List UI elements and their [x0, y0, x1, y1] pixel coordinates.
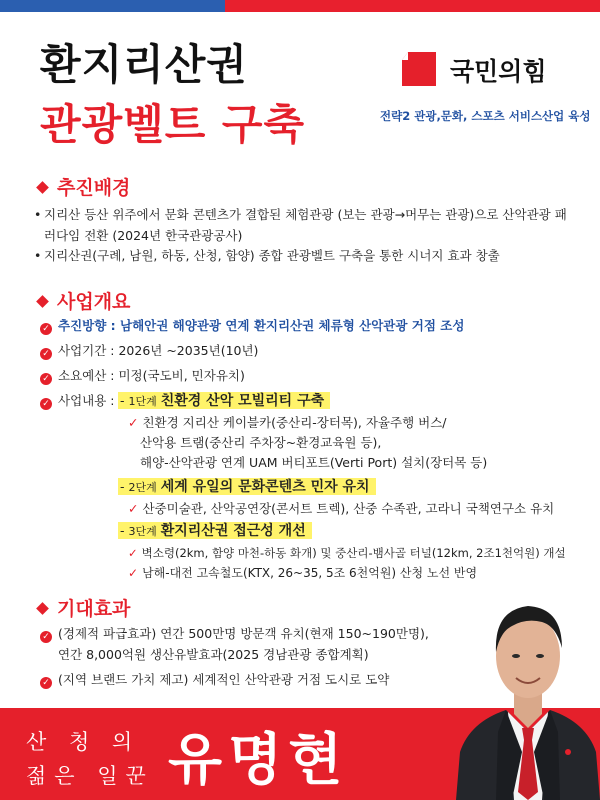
overview-direction: ✓ 추진방향 : 남해안권 해양관광 연계 환지리산권 체류형 산악관광 거점 조성: [40, 316, 464, 336]
checkmark-icon: ✓: [128, 566, 139, 580]
slogan-line2: 젊은 일꾼: [26, 764, 154, 788]
check-circle-icon: ✓: [40, 677, 52, 689]
stage-3-header: - 3단계 환지리산권 접근성 개선: [118, 521, 312, 541]
top-color-bar: [0, 0, 600, 12]
background-bullet-2: • 지리산권(구례, 남원, 하동, 산청, 함양) 종합 관광벨트 구축을 통한 시너지 효과 창출: [34, 248, 500, 263]
main-title-line1: 환지리산권: [40, 40, 248, 89]
section-effects-title: 기대효과: [34, 594, 130, 621]
stage-3-item-1: ✓ 벽소령(2km, 함양 마천-하동 화개) 및 중산리-뱀사골 터널(12km, 2조1천억원) 개설: [128, 546, 566, 560]
strategy-subtitle: 전략2 관광,문화, 스포츠 서비스산업 육성: [380, 109, 591, 123]
stage-1-item-2: 산악용 트램(중산리 주차장~환경교육원 등),: [140, 435, 382, 450]
party-logo-icon: [398, 48, 440, 90]
overview-period: ✓ 사업기간 : 2026년 ~2035년(10년): [40, 341, 258, 361]
overview-content-label: ✓ 사업내용 :: [40, 391, 115, 411]
top-bar-red: [225, 0, 600, 12]
stage-2-header: - 2단계 세계 유일의 문화콘텐츠 민자 유치: [118, 477, 376, 497]
candidate-photo: [456, 582, 600, 800]
stage-1-header: - 1단계 친환경 산악 모빌리티 구축: [118, 391, 330, 411]
check-circle-icon: ✓: [40, 373, 52, 385]
checkmark-icon: ✓: [128, 546, 138, 560]
party-name: 국민의힘: [450, 57, 547, 86]
background-bullet-1: • 지리산 등산 위주에서 문화 콘텐츠가 결합된 체험관광 (보는 관광→머무는 관광)으로 산악관광 패러다임 전환 (2024년 한국관광공사): [34, 207, 567, 243]
diamond-icon: [36, 181, 49, 194]
check-circle-icon: ✓: [40, 631, 52, 643]
effect-item-2: ✓ (지역 브랜드 가치 제고) 세계적인 산악관광 거점 도시로 도약: [40, 670, 389, 690]
effect-item-1: ✓ (경제적 파급효과) 연간 500만명 방문객 유치(현재 150~190만명),: [40, 624, 429, 644]
main-title-line2: 관광벨트 구축: [40, 100, 306, 149]
stage-1-item-3: 해양-산악관광 연계 UAM 버티포트(Verti Port) 설치(장터목 등): [140, 455, 488, 470]
check-circle-icon: ✓: [40, 348, 52, 360]
top-bar-blue: [0, 0, 225, 12]
checkmark-icon: ✓: [128, 501, 139, 516]
overview-budget: ✓ 소요예산 : 미정(국도비, 민자유치): [40, 366, 245, 386]
stage-2-item-1: ✓ 산중미술관, 산악공연장(콘서트 트렉), 산중 수족관, 고라니 국책연구소 유치: [128, 501, 555, 516]
checkmark-icon: ✓: [128, 415, 139, 430]
diamond-icon: [36, 602, 49, 615]
diamond-icon: [36, 295, 49, 308]
effect-item-1-cont: 연간 8,000억원 생산유발효과(2025 경남관광 종합계획): [58, 647, 369, 662]
section-background-title: 추진배경: [34, 173, 130, 200]
slogan-line1: 산 청 의: [26, 730, 141, 754]
section-overview-title: 사업개요: [34, 287, 130, 314]
check-circle-icon: ✓: [40, 398, 52, 410]
stage-1-item-1: ✓ 친환경 지리산 케이블카(중산리-장터목), 자율주행 버스/: [128, 415, 447, 430]
check-circle-icon: ✓: [40, 323, 52, 335]
stage-3-item-2: ✓ 남해-대전 고속철도(KTX, 26~35, 5조 6천억원) 산청 노선 반영: [128, 566, 478, 580]
candidate-name: 유명현: [168, 728, 349, 793]
